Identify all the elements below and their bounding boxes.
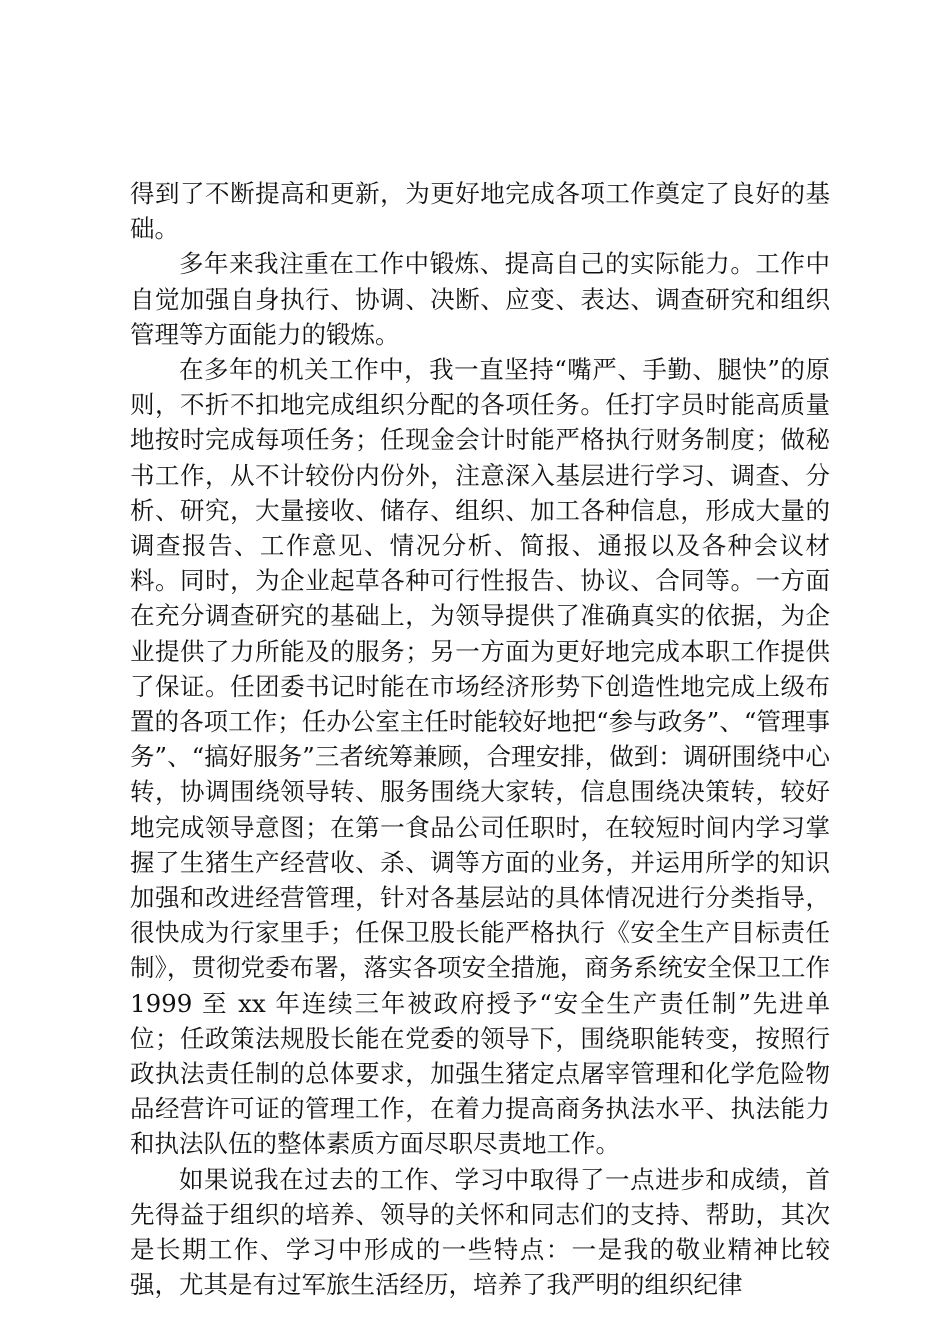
- paragraph-3: 在多年的机关工作中，我一直坚持“嘴严、手勤、腿快”的原则，不折不扣地完成组织分配的各项任务。任打字员时能高质量地按时完成每项任务；任现金会计时能严格执行财务制度；做秘书工作，从不计较份内份外，注意深入基层进行学习、调查、分析、研究，大量接收、储存、组织、加工各种信息，形成大量的调查报告、工作意见、情况分析、简报、通报以及各种会议材料。同时，为企业起草各种可行性报告、协议、合同等。一方面在充分调查研究的基础上，为领导提供了准确真实的依据，为企业提供了力所能及的服务；另一方面为更好地完成本职工作提供了保证。任团委书记时能在市场经济形势下创造性地完成上级布置的各项工作；任办公室主任时能较好地把“参与政务”、“管理事务”、“搞好服务”三者统筹兼顾，合理安排，做到：调研围绕中心转，协调围绕领导转、服务围绕大家转，信息围绕决策转，较好地完成领导意图；在第一食品公司任职时，在较短时间内学习掌握了生猪生产经营收、杀、调等方面的业务，并运用所学的知识加强和改进经营管理，针对各基层站的具体情况进行分类指导，很快成为行家里手；任保卫股长能严格执行《安全生产目标责任制》，贯彻党委布署，落实各项安全措施，商务系统安全保卫工作 1999 至 xx 年连续三年被政府授予“安全生产责任制”先进单位；任政策法规股长能在党委的领导下，围绕职能转变，按照行政执法责任制的总体要求，加强生猪定点屠宰管理和化学危险物品经营许可证的管理工作，在着力提高商务执法水平、执法能力和执法队伍的整体素质方面尽职尽责地工作。: [130, 355, 830, 1159]
- paragraph-1: 得到了不断提高和更新，为更好地完成各项工作奠定了良好的基础。: [130, 179, 830, 244]
- paragraph-4: 如果说我在过去的工作、学习中取得了一点进步和成绩，首先得益于组织的培养、领导的关怀和同志们的支持、帮助，其次是长期工作、学习中形成的一些特点：一是我的敬业精神比较强，尤其是有过军旅生活经历，培养了我严明的组织纪律: [130, 1164, 830, 1300]
- paragraph-2: 多年来我注重在工作中锻炼、提高自己的实际能力。工作中自觉加强自身执行、协调、决断、应变、表达、调查研究和组织管理等方面能力的锻炼。: [130, 249, 830, 349]
- document-body: [130, 176, 830, 1303]
